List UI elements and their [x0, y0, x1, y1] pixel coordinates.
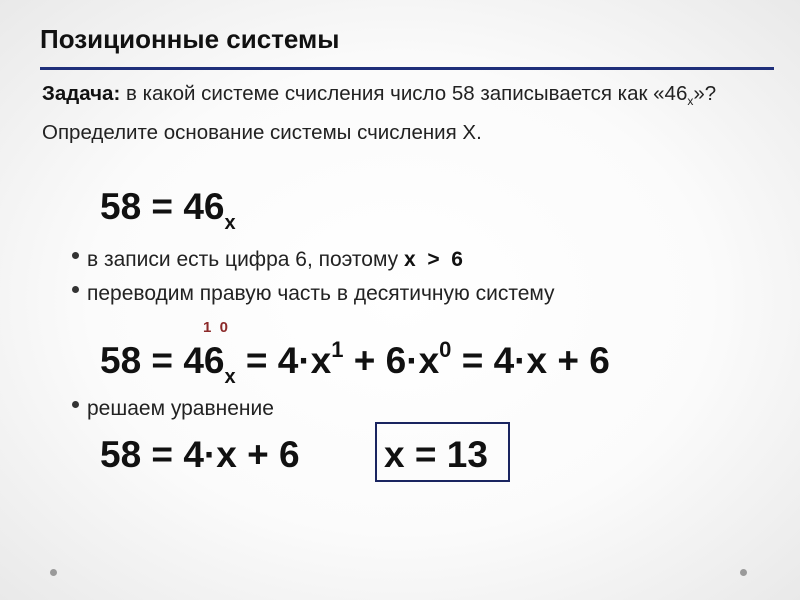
expansion-part-3: + 6·x	[343, 340, 440, 381]
task-text-after: »? Определите основание системы счисления X.	[42, 82, 717, 144]
title-underline	[40, 67, 774, 70]
slide-title: Позиционные системы	[40, 24, 340, 54]
formula-given-lhs: 58 = 46	[100, 186, 225, 227]
digit-position-indices: 1 0	[203, 319, 229, 336]
bullet-3-text: решаем уравнение	[87, 397, 274, 420]
expansion-part-2: = 4·x	[235, 340, 332, 381]
expansion-part-1: 58 = 46	[100, 340, 225, 381]
bullet-digit-constraint	[72, 248, 463, 272]
bullet-solve	[72, 397, 274, 421]
expansion-part-4: = 4·x + 6	[451, 340, 610, 381]
bullet-convert	[72, 282, 555, 306]
bullet-1-text: в записи есть цифра 6, поэтому	[87, 248, 404, 271]
corner-dot-left	[50, 569, 57, 576]
equation: 58 = 4·x + 6	[100, 434, 300, 475]
task-base-subscript: x	[687, 94, 694, 108]
task-text-before: в какой системе счисления число 58 записывается как «46	[120, 82, 688, 105]
answer: x = 13	[384, 434, 488, 475]
formula-given-subscript: x	[224, 212, 236, 234]
formula-expansion	[100, 337, 610, 389]
bullet-dot-icon	[72, 286, 79, 293]
expansion-power-0: 0	[439, 337, 452, 362]
expansion-power-1: 1	[331, 337, 344, 362]
bullet-1-inequality: x > 6	[404, 248, 463, 271]
bullet-dot-icon	[72, 252, 79, 259]
expansion-subscript: x	[224, 366, 236, 388]
bullet-2-text: переводим правую часть в десятичную систему	[87, 282, 555, 305]
task-statement	[42, 78, 782, 149]
formula-given	[100, 186, 236, 235]
corner-dot-right	[740, 569, 747, 576]
task-label: Задача:	[42, 82, 121, 105]
bullet-dot-icon	[72, 401, 79, 408]
